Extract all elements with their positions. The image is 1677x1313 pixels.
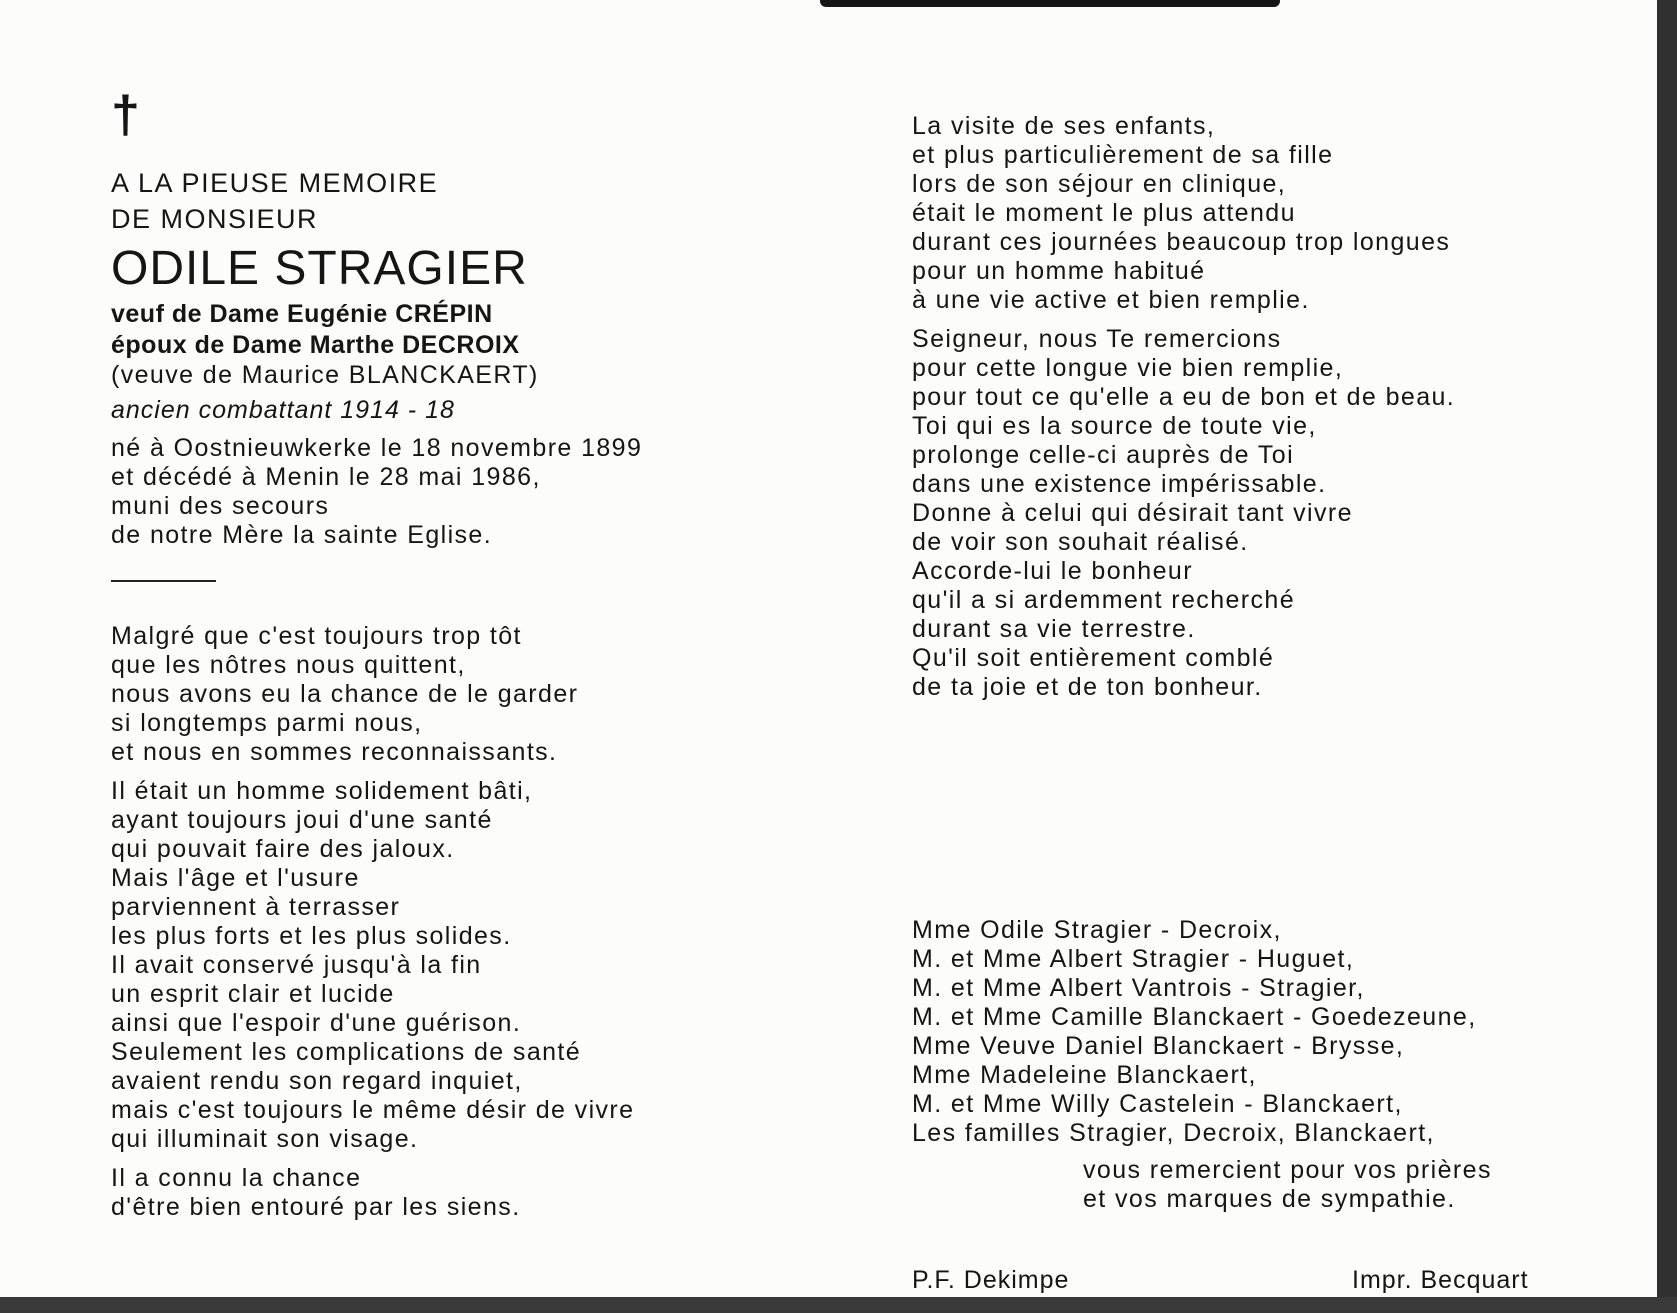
right-paragraph-2 bbox=[912, 325, 1562, 702]
text-line: Qu'il soit entièrement comblé bbox=[912, 644, 1275, 672]
heading-line-2: DE MONSIEUR bbox=[111, 204, 319, 234]
text-line: à une vie active et bien remplie. bbox=[912, 286, 1310, 314]
text-line: qui illuminait son visage. bbox=[111, 1125, 419, 1153]
right-panel bbox=[912, 112, 1562, 712]
left-panel bbox=[111, 85, 831, 1232]
text-line: ayant toujours joui d'une santé bbox=[111, 806, 493, 834]
family-member: Les familles Stragier, Decroix, Blanckaert, bbox=[912, 1119, 1435, 1147]
text-line: qui pouvait faire des jaloux. bbox=[111, 835, 455, 863]
heading-line-1: A LA PIEUSE MEMOIRE bbox=[111, 168, 439, 198]
text-line: Il a connu la chance bbox=[111, 1164, 362, 1192]
text-line: Donne à celui qui désirait tant vivre bbox=[912, 499, 1353, 527]
dates-line: et décédé à Menin le 28 mai 1986, bbox=[111, 463, 541, 491]
funeral-director: P.F. Dekimpe bbox=[912, 1266, 1070, 1294]
text-line: était le moment le plus attendu bbox=[912, 199, 1296, 227]
text-line: La visite de ses enfants, bbox=[912, 112, 1216, 140]
thanks-line: vous remercient pour vos prières bbox=[1083, 1156, 1492, 1184]
text-line: les plus forts et les plus solides. bbox=[111, 922, 512, 950]
text-line: Malgré que c'est toujours trop tôt bbox=[111, 622, 522, 650]
text-line: et plus particulièrement de sa fille bbox=[912, 141, 1334, 169]
text-line: parviennent à terrasser bbox=[111, 893, 401, 921]
family-member: Mme Odile Stragier - Decroix, bbox=[912, 916, 1282, 944]
text-line: Accorde-lui le bonheur bbox=[912, 557, 1193, 585]
family-member: M. et Mme Camille Blanckaert - Goedezeune, bbox=[912, 1003, 1477, 1031]
text-line: que les nôtres nous quittent, bbox=[111, 651, 466, 679]
text-line: de voir son souhait réalisé. bbox=[912, 528, 1249, 556]
family-member: M. et Mme Willy Castelein - Blanckaert, bbox=[912, 1090, 1403, 1118]
family-member: M. et Mme Albert Vantrois - Stragier, bbox=[912, 974, 1365, 1002]
left-paragraph-1 bbox=[111, 622, 831, 767]
text-line: durant ces journées beaucoup trop longues bbox=[912, 228, 1451, 256]
text-line: pour un homme habitué bbox=[912, 257, 1206, 285]
text-line: mais c'est toujours le même désir de vivre bbox=[111, 1096, 635, 1124]
dates-line: de notre Mère la sainte Eglise. bbox=[111, 521, 493, 549]
text-line: d'être bien entouré par les siens. bbox=[111, 1193, 521, 1221]
text-line: un esprit clair et lucide bbox=[111, 980, 395, 1008]
text-line: Seigneur, nous Te remercions bbox=[912, 325, 1282, 353]
card-fold-shadow bbox=[820, 0, 1280, 7]
deceased-name: ODILE STRAGIER bbox=[111, 242, 528, 295]
text-line: si longtemps parmi nous, bbox=[111, 709, 423, 737]
left-paragraph-3 bbox=[111, 1164, 831, 1222]
text-line: Il était un homme solidement bâti, bbox=[111, 777, 533, 805]
text-line: ainsi que l'espoir d'une guérison. bbox=[111, 1009, 522, 1037]
text-line: Il avait conservé jusqu'à la fin bbox=[111, 951, 482, 979]
family-member: M. et Mme Albert Stragier - Huguet, bbox=[912, 945, 1355, 973]
spouse-line-2: époux de Dame Marthe DECROIX bbox=[111, 331, 520, 359]
dates-line: né à Oostnieuwkerke le 18 novembre 1899 bbox=[111, 434, 643, 462]
text-line: Seulement les complications de santé bbox=[111, 1038, 582, 1066]
divider bbox=[111, 580, 216, 582]
dates-line: muni des secours bbox=[111, 492, 330, 520]
background-edge-bottom bbox=[0, 1297, 1677, 1313]
family-member: Mme Madeleine Blanckaert, bbox=[912, 1061, 1257, 1089]
family-list bbox=[912, 916, 1592, 1148]
text-line: lors de son séjour en clinique, bbox=[912, 170, 1287, 198]
text-line: pour cette longue vie bien remplie, bbox=[912, 354, 1344, 382]
text-line: et nous en sommes reconnaissants. bbox=[111, 738, 558, 766]
text-line: avaient rendu son regard inquiet, bbox=[111, 1067, 523, 1095]
printer-name: Impr. Becquart bbox=[1352, 1266, 1529, 1294]
text-line: dans une existence impérissable. bbox=[912, 470, 1327, 498]
text-line: nous avons eu la chance de le garder bbox=[111, 680, 579, 708]
family-member: Mme Veuve Daniel Blanckaert - Brysse, bbox=[912, 1032, 1405, 1060]
text-line: pour tout ce qu'elle a eu de bon et de beau. bbox=[912, 383, 1456, 411]
spouse-note: (veuve de Maurice BLANCKAERT) bbox=[111, 361, 539, 389]
text-line: Mais l'âge et l'usure bbox=[111, 864, 360, 892]
spouse-line-1: veuf de Dame Eugénie CRÉPIN bbox=[111, 300, 493, 328]
veteran-line: ancien combattant 1914 - 18 bbox=[111, 396, 455, 424]
cross-icon: † bbox=[111, 86, 140, 144]
thanks-block bbox=[1083, 1156, 1492, 1214]
text-line: prolonge celle-ci auprès de Toi bbox=[912, 441, 1295, 469]
text-line: qu'il a si ardemment recherché bbox=[912, 586, 1296, 614]
text-line: de ta joie et de ton bonheur. bbox=[912, 673, 1263, 701]
right-paragraph-1 bbox=[912, 112, 1562, 315]
text-line: Toi qui es la source de toute vie, bbox=[912, 412, 1317, 440]
text-line: durant sa vie terrestre. bbox=[912, 615, 1196, 643]
left-paragraph-2 bbox=[111, 777, 831, 1154]
thanks-line: et vos marques de sympathie. bbox=[1083, 1185, 1456, 1213]
background-edge-right bbox=[1657, 0, 1677, 1313]
dates-block bbox=[111, 434, 831, 550]
